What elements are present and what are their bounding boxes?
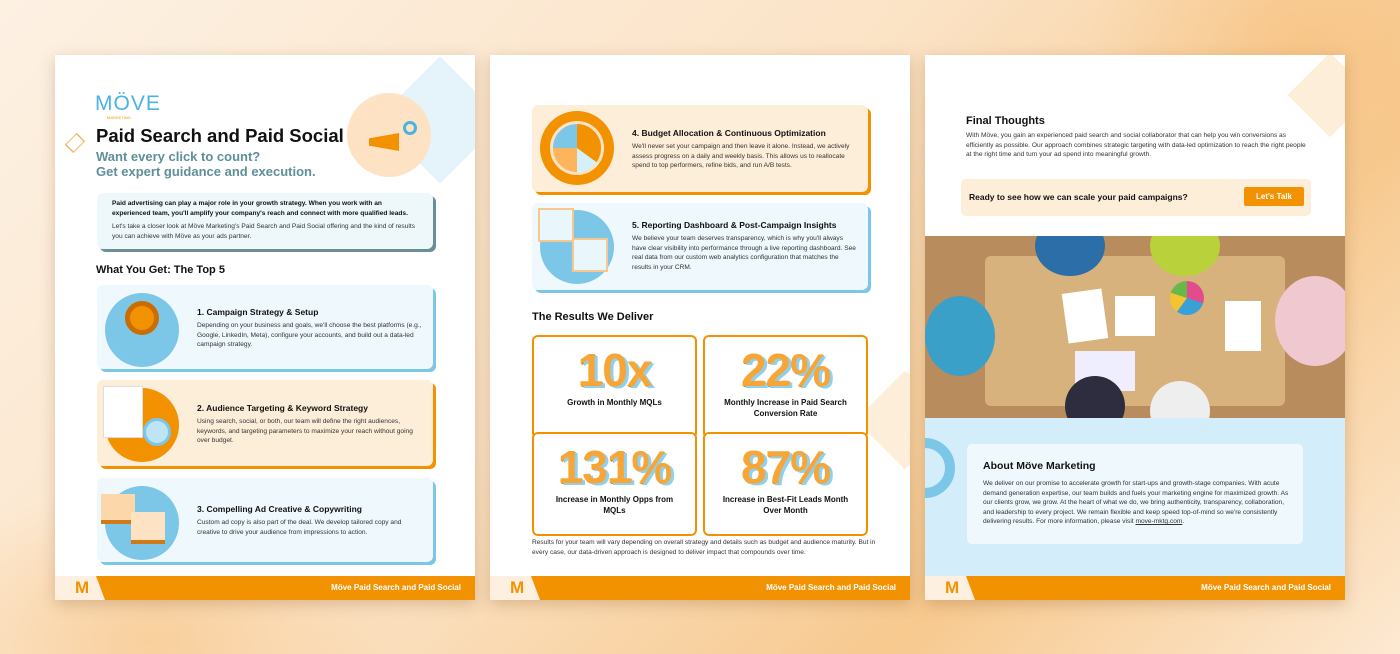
service-card [532, 105, 868, 192]
service-card [532, 203, 868, 290]
service-text: Custom ad copy is also part of the deal. We develop tailored copy and creative to drive your audience from impressions to action. [197, 519, 402, 536]
page-1 [55, 55, 475, 600]
service-card [97, 380, 433, 466]
about-section [925, 418, 1345, 576]
target-icon [105, 293, 179, 367]
stat-value: 10x [577, 344, 652, 396]
service-title: 4. Budget Allocation & Continuous Optimization [632, 128, 826, 138]
stat-value: 22% [740, 344, 831, 396]
footer-title: Möve Paid Search and Paid Social [331, 583, 461, 592]
stat-card [532, 432, 697, 536]
ad-creative-icon [105, 486, 179, 560]
decor-ring [925, 438, 955, 498]
service-title: 3. Compelling Ad Creative & Copywriting [197, 504, 362, 514]
team-meeting-photo [925, 236, 1345, 418]
stat-card [703, 432, 868, 536]
cta-banner [961, 179, 1311, 216]
intro-card [97, 193, 433, 249]
footer-logo-mark: M [75, 578, 90, 597]
stat-label: Increase in Monthly Opps from MQLs [555, 495, 674, 516]
about-text: We deliver on our promise to accelerate growth for start-ups and growth-stage companies. With acute demand generation expertise, our team builds and fuels your marketing engine for maximized growth. As our clients grow, we grow. At the heart of what we do, we bring authenticity, transparency, collaboration, and leadership to every project. We remain flexible and keep speed top-of-mind so we're consistently delivering results. For more information, please visit move-mktg.com. [983, 480, 1289, 526]
magnifier-user-icon [105, 388, 179, 462]
subtitle: Get expert guidance and execution. [96, 164, 316, 179]
subtitle: Want every click to count? [96, 149, 261, 164]
cta-text: Ready to see how we can scale your paid campaigns? [969, 192, 1188, 202]
pie-chart-icon [540, 111, 614, 185]
results-title: The Results We Deliver [532, 311, 654, 323]
service-title: 1. Campaign Strategy & Setup [197, 307, 319, 317]
stat-label: Increase in Best-Fit Leads Month Over Month [722, 495, 849, 516]
service-text: Depending on your business and goals, we'll choose the best platforms (e.g., Google, LinkedIn, Meta), configure your accounts, and build out a data-led campaign strategy. [197, 322, 422, 349]
page-footer [925, 576, 1345, 600]
dashboard-icon [540, 210, 614, 284]
page-footer [55, 576, 475, 600]
page-2 [490, 55, 910, 600]
lets-talk-button[interactable]: Let's Talk [1244, 187, 1304, 206]
final-title: Final Thoughts [966, 115, 1045, 127]
megaphone-illustration [347, 93, 431, 177]
service-title: 2. Audience Targeting & Keyword Strategy [197, 403, 368, 413]
results-disclaimer: Results for your team will vary depending on overall strategy and details such as budget and audience maturity. But in every case, our data-driven approach is designed to deliver impact that compounds over time. [532, 539, 876, 556]
logo: MÖVE [95, 92, 161, 115]
about-body: We deliver on our promise to accelerate growth for start-ups and growth-stage companies. With acute demand generation expertise, our team builds and fuels your marketing engine for maximized growth. As our clients grow, we grow. At the heart of what we do, we bring authenticity, transparency, collaboration, and leadership to every project. We remain flexible and keep speed top-of-mind so we're consistently delivering results. For more information, please visit [983, 480, 1289, 526]
page-footer [490, 576, 910, 600]
stat-label: Monthly Increase in Paid Search Conversion Rate [724, 398, 847, 419]
service-text: Using search, social, or both, our team will define the right audiences, keywords, and targeting parameters to maximize your reach without going over budget. [197, 418, 413, 445]
service-title: 5. Reporting Dashboard & Post-Campaign Insights [632, 220, 837, 230]
footer-logo-mark: M [510, 578, 525, 597]
service-card [97, 478, 433, 562]
decor-diamond [1288, 55, 1345, 137]
service-text: We believe your team deserves transparency, which is why you'll always have clear visibility into performance through a live reporting dashboard. See real data from our custom web analytics configuration that matches the results in your CRM. [632, 235, 856, 271]
stat-card [703, 335, 868, 439]
service-text: We'll never set your campaign and then leave it alone. Instead, we actively assess progress on a daily and weekly basis. This allows us to reallocate spend to top performers, refine bids, and run A/B tests. [632, 143, 850, 170]
page-title: Paid Search and Paid Social [96, 125, 344, 146]
about-card [967, 444, 1303, 544]
logo-sub: MARKETING [107, 115, 131, 120]
website-link[interactable]: move-mktg.com [1135, 518, 1183, 526]
intro-bold: Paid advertising can play a major role in your growth strategy. When you work with an experienced team, you'll amplify your company's reach and connect with more qualified leads. [112, 200, 408, 217]
service-card [97, 285, 433, 369]
footer-title: Möve Paid Search and Paid Social [766, 583, 896, 592]
stat-value: 131% [557, 441, 672, 493]
final-text: With Möve, you gain an experienced paid search and social collaborator that can help you win conversions as efficiently as possible. Our approach combines strategic targeting with data-led optimization to reach the right people at the right time and turn your ad spend into meaningful growth. [966, 132, 1306, 159]
intro-text: Let's take a closer look at Möve Marketing's Paid Search and Paid Social offering and the kind of results you can achieve with Möve as your ads partner. [112, 223, 415, 240]
footer-logo-mark: M [945, 578, 960, 597]
stat-label: Growth in Monthly MQLs [567, 398, 662, 407]
stat-value: 87% [740, 441, 831, 493]
stat-card [532, 335, 697, 439]
page-3 [925, 55, 1345, 600]
section-title: What You Get: The Top 5 [96, 264, 225, 276]
footer-title: Möve Paid Search and Paid Social [1201, 583, 1331, 592]
about-title: About Möve Marketing [983, 460, 1096, 472]
decor-diamond [65, 133, 85, 153]
